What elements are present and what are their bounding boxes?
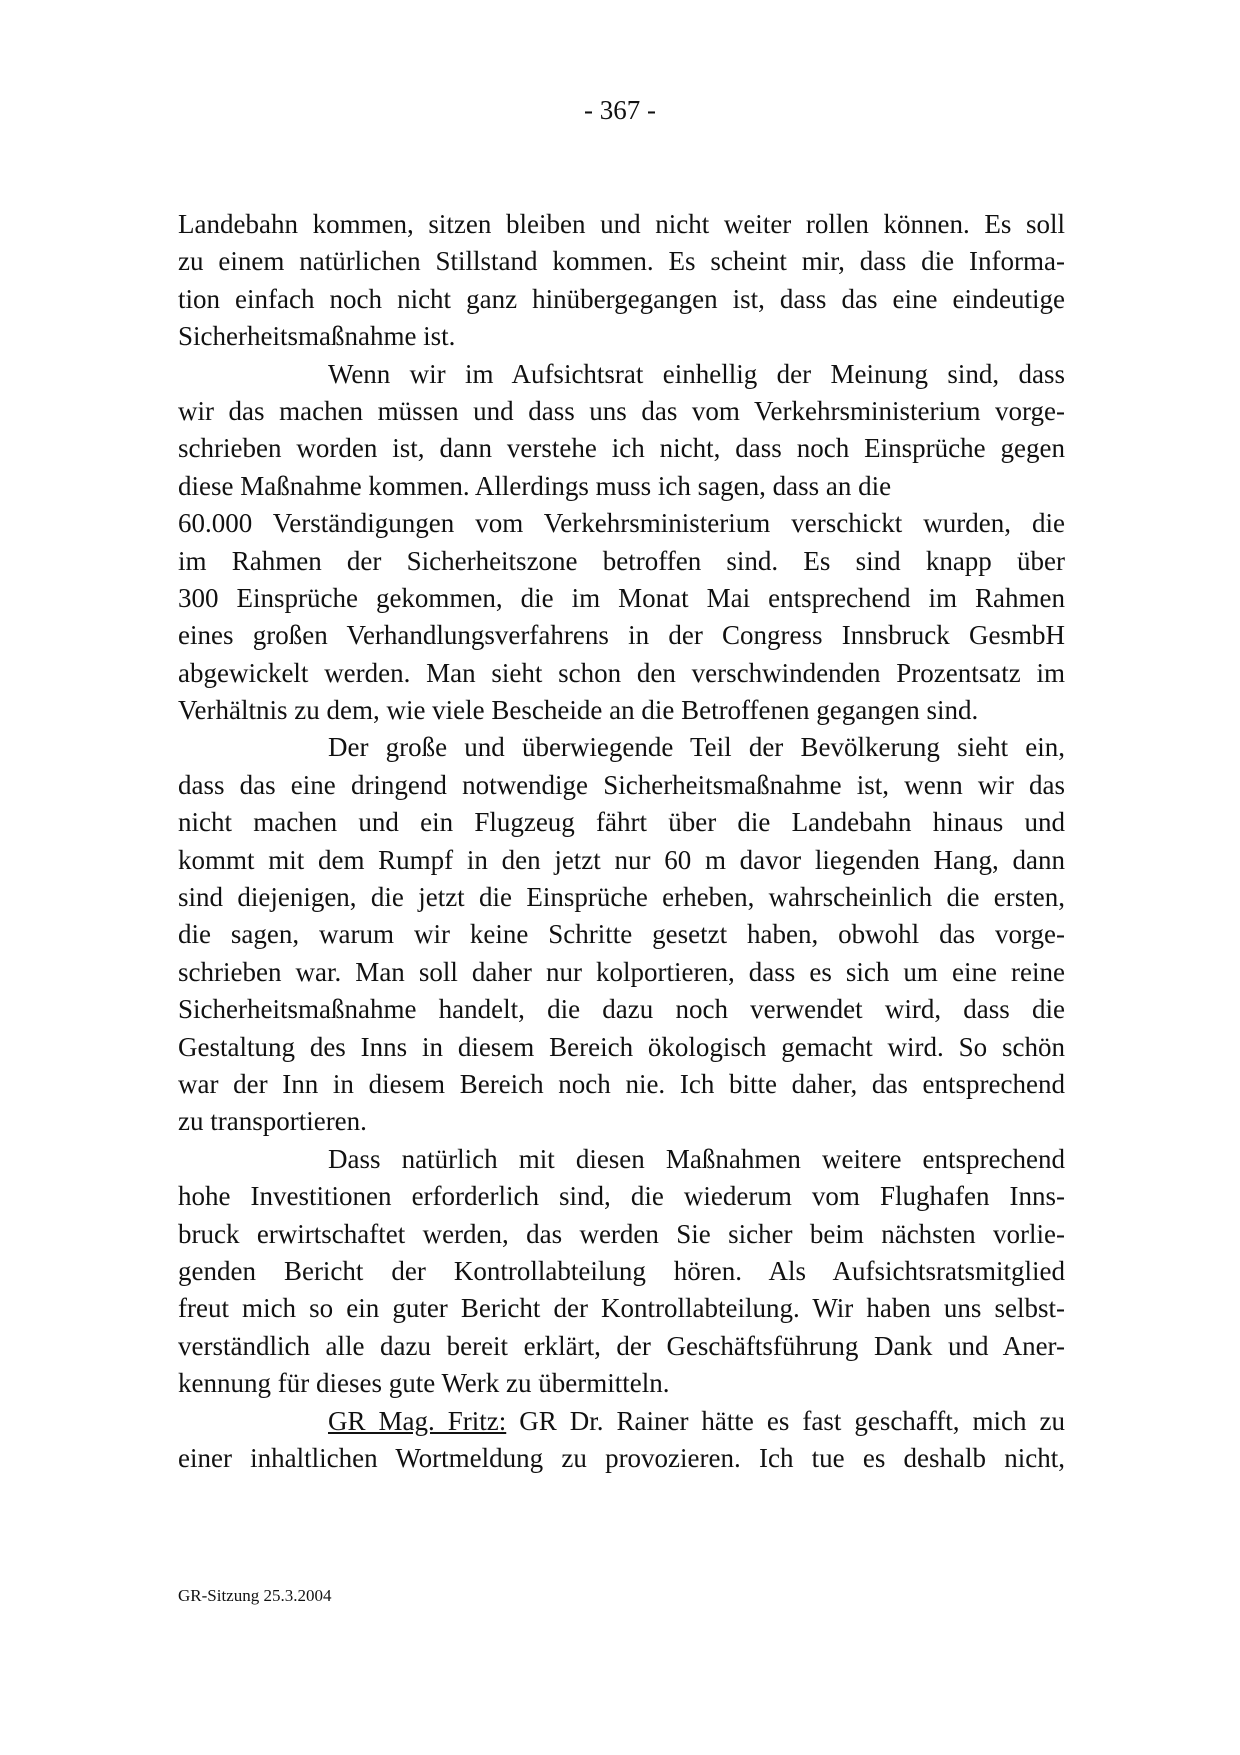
text-line: war der Inn in diesem Bereich noch nie. Ich bitte daher, das entsprechend [178, 1068, 1065, 1099]
text-line: sind diejenigen, die jetzt die Einsprüche erheben, wahrscheinlich die ersten, [178, 882, 1065, 913]
text-line: eines großen Verhandlungsverfahrens in der Congress Innsbruck GesmbH [178, 620, 1065, 651]
text-line: nicht machen und ein Flugzeug fährt über die Landebahn hinaus und [178, 807, 1065, 838]
text-line: Verhältnis zu dem, wie viele Bescheide an die Betroffenen gegangen sind. [178, 695, 979, 726]
text-line: Landebahn kommen, sitzen bleiben und nicht weiter rollen können. Es soll [178, 209, 1065, 239]
text-line: zu transportieren. [178, 1106, 367, 1137]
text-line: genden Bericht der Kontrollabteilung hören. Als Aufsichtsratsmitglied [178, 1255, 1065, 1286]
text-line: Sicherheitsmaßnahme handelt, die dazu noch verwendet wird, dass die [178, 994, 1065, 1025]
text-line: abgewickelt werden. Man sieht schon den verschwindenden Prozentsatz im [178, 657, 1065, 688]
text-line: einer inhaltlichen Wortmeldung zu provozieren. Ich tue es deshalb nicht, [178, 1442, 1065, 1473]
text-line: schrieben war. Man soll daher nur kolportieren, dass es sich um eine reine [178, 956, 1065, 987]
text-line: bruck erwirtschaftet werden, das werden Sie sicher beim nächsten vorlie- [178, 1218, 1065, 1249]
text-line: zu einem natürlichen Stillstand kommen. Es scheint mir, dass die Informa- [178, 246, 1065, 277]
text-line: die sagen, warum wir keine Schritte gesetzt haben, obwohl das vorge- [178, 919, 1065, 950]
text-line: Gestaltung des Inns in diesem Bereich ökologisch gemacht wird. So schön [178, 1031, 1065, 1062]
speaker-line [178, 1403, 1065, 1440]
text-line: kennung für dieses gute Werk zu übermitteln. [178, 1368, 670, 1399]
document-body [178, 206, 1065, 1477]
footer-session-date: GR-Sitzung 25.3.2004 [178, 1586, 332, 1605]
text-line: Dass natürlich mit diesen Maßnahmen weitere entsprechend [328, 1143, 1065, 1174]
text-line: dass das eine dringend notwendige Sicherheitsmaßnahme ist, wenn wir das [178, 769, 1065, 800]
text-line: Sicherheitsmaßnahme ist. [178, 321, 456, 352]
text-line: verständlich alle dazu bereit erklärt, der Geschäftsführung Dank und Aner- [178, 1330, 1065, 1361]
text-line: kommt mit dem Rumpf in den jetzt nur 60 m davor liegenden Hang, dann [178, 844, 1065, 875]
text-line: freut mich so ein guter Bericht der Kontrollabteilung. Wir haben uns selbst- [178, 1293, 1065, 1324]
text-line: tion einfach noch nicht ganz hinübergegangen ist, dass das eine eindeutige [178, 283, 1065, 314]
text-line: diese Maßnahme kommen. Allerdings muss ich sagen, dass an die [178, 470, 892, 501]
text-line: 60.000 Verständigungen vom Verkehrsministerium verschickt wurden, die [178, 508, 1065, 539]
text-line: wir das machen müssen und dass uns das vom Verkehrsministerium vorge- [178, 395, 1065, 426]
text-line: hohe Investitionen erforderlich sind, die wiederum vom Flughafen Inns- [178, 1181, 1065, 1212]
text-line: Der große und überwiegende Teil der Bevölkerung sieht ein, [328, 732, 1065, 763]
text-line: Wenn wir im Aufsichtsrat einhellig der Meinung sind, dass [328, 358, 1065, 389]
text-line: im Rahmen der Sicherheitszone betroffen sind. Es sind knapp über [178, 545, 1065, 576]
text-line: 300 Einsprüche gekommen, die im Monat Mai entsprechend im Rahmen [178, 582, 1065, 613]
speaker-line-text: GR Dr. Rainer hätte es fast geschafft, mich zu [506, 1405, 1065, 1436]
page-number: - 367 - [584, 95, 656, 125]
speaker-name: GR Mag. Fritz: [328, 1405, 507, 1436]
text-line: schrieben worden ist, dann verstehe ich nicht, dass noch Einsprüche gegen [178, 433, 1065, 464]
